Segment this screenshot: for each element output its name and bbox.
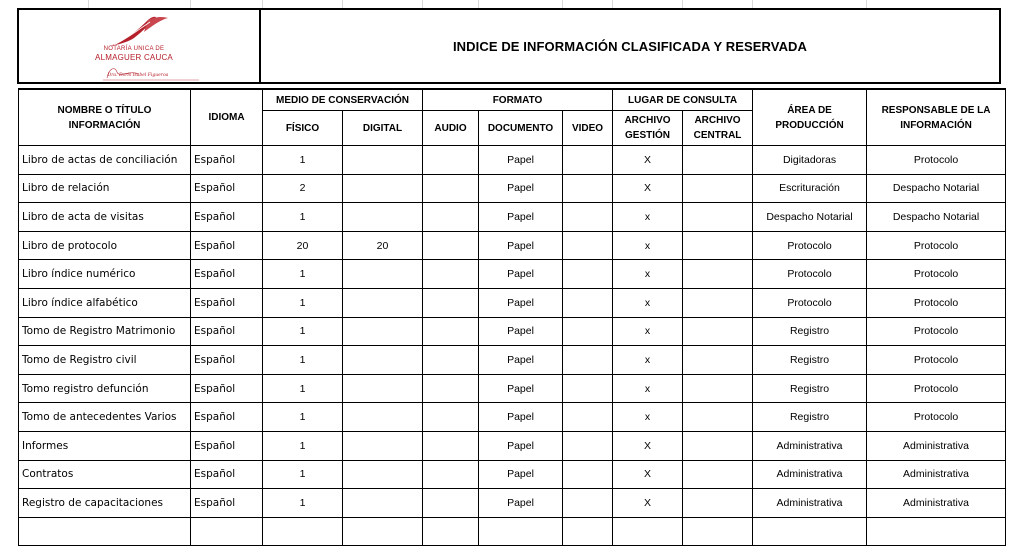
cell-fisico: 1 — [263, 203, 343, 232]
cell-archivo-gestion: X — [613, 489, 683, 518]
cell-area: Registro — [753, 346, 867, 375]
cell-documento: Papel — [479, 460, 563, 489]
cell-video — [563, 403, 613, 432]
cell-idioma: Español — [191, 146, 263, 175]
cell-archivo-central — [683, 489, 753, 518]
header-video: VIDEO — [563, 111, 613, 146]
cell-nombre: Libro índice alfabético — [19, 288, 191, 317]
cell-audio — [423, 203, 479, 232]
cell-idioma — [191, 517, 263, 546]
cell-idioma: Español — [191, 317, 263, 346]
table-row — [19, 517, 1006, 546]
cell-audio — [423, 374, 479, 403]
header-audio: AUDIO — [423, 111, 479, 146]
table-row — [19, 174, 1006, 203]
cell-video — [563, 288, 613, 317]
cell-digital — [343, 203, 423, 232]
header-lugar: LUGAR DE CONSULTA — [613, 89, 753, 111]
cell-archivo-gestion: X — [613, 460, 683, 489]
cell-idioma: Español — [191, 231, 263, 260]
cell-digital: 20 — [343, 231, 423, 260]
cell-documento: Papel — [479, 146, 563, 175]
classified-info-table — [18, 88, 1006, 546]
cell-archivo-central — [683, 431, 753, 460]
header-fisico: FÍSICO — [263, 111, 343, 146]
cell-responsable: Administrativa — [867, 431, 1006, 460]
cell-area: Protocolo — [753, 288, 867, 317]
cell-area: Administrativa — [753, 460, 867, 489]
cell-idioma: Español — [191, 203, 263, 232]
cell-nombre — [19, 517, 191, 546]
cell-archivo-central — [683, 317, 753, 346]
cell-digital — [343, 517, 423, 546]
notary-logo — [19, 10, 261, 82]
cell-audio — [423, 403, 479, 432]
cell-archivo-central — [683, 146, 753, 175]
cell-responsable: Despacho Notarial — [867, 174, 1006, 203]
table-row — [19, 374, 1006, 403]
cell-video — [563, 174, 613, 203]
table-row — [19, 288, 1006, 317]
cell-video — [563, 260, 613, 289]
cell-nombre: Tomo registro defunción — [19, 374, 191, 403]
cell-archivo-central — [683, 403, 753, 432]
table-row — [19, 231, 1006, 260]
logo-text-line2: ALMAGUER CAUCA — [95, 53, 173, 62]
header-digital: DIGITAL — [343, 111, 423, 146]
cell-fisico: 2 — [263, 174, 343, 203]
table-row — [19, 431, 1006, 460]
cell-fisico: 1 — [263, 346, 343, 375]
cell-video — [563, 489, 613, 518]
header-archivo-central: ARCHIVO CENTRAL — [683, 111, 753, 146]
cell-documento: Papel — [479, 346, 563, 375]
cell-documento: Papel — [479, 431, 563, 460]
cell-idioma: Español — [191, 260, 263, 289]
cell-digital — [343, 403, 423, 432]
header-responsable: RESPONSABLE DE LA INFORMACIÓN — [867, 89, 1006, 146]
table-row — [19, 346, 1006, 375]
cell-video — [563, 346, 613, 375]
cell-idioma: Español — [191, 374, 263, 403]
cell-archivo-central — [683, 288, 753, 317]
page-title: INDICE DE INFORMACIÓN CLASIFICADA Y RESERVADA — [452, 38, 808, 54]
cell-archivo-central — [683, 460, 753, 489]
table-row — [19, 460, 1006, 489]
cell-idioma: Español — [191, 403, 263, 432]
cell-fisico: 1 — [263, 460, 343, 489]
cell-archivo-gestion: x — [613, 288, 683, 317]
cell-documento — [479, 517, 563, 546]
cell-idioma: Español — [191, 460, 263, 489]
cell-documento: Papel — [479, 174, 563, 203]
cell-video — [563, 374, 613, 403]
cell-audio — [423, 317, 479, 346]
cell-responsable: Protocolo — [867, 346, 1006, 375]
cell-digital — [343, 146, 423, 175]
cell-archivo-gestion: x — [613, 346, 683, 375]
cell-audio — [423, 517, 479, 546]
title-box — [17, 8, 1001, 84]
cell-idioma: Español — [191, 288, 263, 317]
cell-archivo-gestion: x — [613, 317, 683, 346]
cell-idioma: Español — [191, 174, 263, 203]
cell-nombre: Libro de protocolo — [19, 231, 191, 260]
cell-documento: Papel — [479, 317, 563, 346]
cell-fisico: 1 — [263, 288, 343, 317]
cell-archivo-central — [683, 517, 753, 546]
cell-archivo-central — [683, 374, 753, 403]
quill-icon — [104, 16, 174, 48]
cell-audio — [423, 460, 479, 489]
cell-nombre: Registro de capacitaciones — [19, 489, 191, 518]
cell-video — [563, 146, 613, 175]
cell-digital — [343, 288, 423, 317]
spreadsheet-gridlines — [0, 0, 1024, 8]
cell-archivo-gestion: X — [613, 431, 683, 460]
cell-digital — [343, 317, 423, 346]
cell-audio — [423, 174, 479, 203]
cell-archivo-gestion: x — [613, 231, 683, 260]
cell-nombre: Libro índice numérico — [19, 260, 191, 289]
cell-video — [563, 203, 613, 232]
logo-signature-text: Dra. Doris Isabel Figueroa — [107, 73, 169, 78]
cell-responsable: Despacho Notarial — [867, 203, 1006, 232]
cell-responsable: Protocolo — [867, 374, 1006, 403]
cell-archivo-gestion: X — [613, 174, 683, 203]
cell-area: Protocolo — [753, 231, 867, 260]
cell-archivo-central — [683, 203, 753, 232]
cell-archivo-central — [683, 231, 753, 260]
cell-nombre: Tomo de antecedentes Varios — [19, 403, 191, 432]
cell-digital — [343, 346, 423, 375]
cell-idioma: Español — [191, 489, 263, 518]
table-row — [19, 203, 1006, 232]
cell-nombre: Tomo de Registro civil — [19, 346, 191, 375]
cell-fisico: 1 — [263, 431, 343, 460]
table-row — [19, 317, 1006, 346]
cell-archivo-gestion: x — [613, 403, 683, 432]
cell-audio — [423, 231, 479, 260]
cell-digital — [343, 174, 423, 203]
cell-digital — [343, 489, 423, 518]
title-cell — [261, 10, 999, 82]
cell-archivo-central — [683, 260, 753, 289]
cell-audio — [423, 431, 479, 460]
cell-documento: Papel — [479, 203, 563, 232]
cell-video — [563, 517, 613, 546]
cell-documento: Papel — [479, 288, 563, 317]
cell-area: Registro — [753, 403, 867, 432]
cell-area: Protocolo — [753, 260, 867, 289]
cell-fisico: 1 — [263, 374, 343, 403]
header-medio: MEDIO DE CONSERVACIÓN — [263, 89, 423, 111]
cell-documento: Papel — [479, 260, 563, 289]
cell-archivo-gestion — [613, 517, 683, 546]
cell-video — [563, 231, 613, 260]
cell-nombre: Informes — [19, 431, 191, 460]
cell-digital — [343, 260, 423, 289]
cell-area: Administrativa — [753, 431, 867, 460]
header-nombre: NOMBRE O TÍTULO INFORMACIÓN — [19, 89, 191, 146]
cell-video — [563, 460, 613, 489]
cell-documento: Papel — [479, 403, 563, 432]
cell-audio — [423, 489, 479, 518]
cell-archivo-gestion: x — [613, 203, 683, 232]
cell-nombre: Libro de acta de visitas — [19, 203, 191, 232]
header-idioma: IDIOMA — [191, 89, 263, 146]
cell-documento: Papel — [479, 374, 563, 403]
cell-area: Escrituración — [753, 174, 867, 203]
cell-area: Despacho Notarial — [753, 203, 867, 232]
cell-responsable — [867, 517, 1006, 546]
cell-audio — [423, 260, 479, 289]
header-area: ÁREA DE PRODUCCIÓN — [753, 89, 867, 146]
table-row — [19, 403, 1006, 432]
cell-fisico: 1 — [263, 489, 343, 518]
header-archivo-gestion: ARCHIVO GESTIÓN — [613, 111, 683, 146]
table-row — [19, 489, 1006, 518]
header-formato: FORMATO — [423, 89, 613, 111]
cell-responsable: Protocolo — [867, 260, 1006, 289]
cell-fisico: 1 — [263, 317, 343, 346]
cell-digital — [343, 460, 423, 489]
cell-area: Registro — [753, 317, 867, 346]
cell-video — [563, 317, 613, 346]
cell-digital — [343, 431, 423, 460]
cell-nombre: Libro de actas de conciliación — [19, 146, 191, 175]
cell-documento: Papel — [479, 231, 563, 260]
cell-archivo-gestion: x — [613, 374, 683, 403]
cell-audio — [423, 146, 479, 175]
cell-nombre: Libro de relación — [19, 174, 191, 203]
cell-archivo-central — [683, 346, 753, 375]
cell-nombre: Contratos — [19, 460, 191, 489]
table-row — [19, 260, 1006, 289]
cell-responsable: Administrativa — [867, 460, 1006, 489]
cell-fisico — [263, 517, 343, 546]
cell-audio — [423, 346, 479, 375]
cell-area — [753, 517, 867, 546]
cell-responsable: Protocolo — [867, 288, 1006, 317]
table-row — [19, 146, 1006, 175]
cell-responsable: Administrativa — [867, 489, 1006, 518]
cell-responsable: Protocolo — [867, 146, 1006, 175]
cell-archivo-gestion: X — [613, 146, 683, 175]
cell-idioma: Español — [191, 431, 263, 460]
header-documento: DOCUMENTO — [479, 111, 563, 146]
cell-responsable: Protocolo — [867, 403, 1006, 432]
cell-fisico: 1 — [263, 260, 343, 289]
cell-archivo-central — [683, 174, 753, 203]
cell-fisico: 1 — [263, 146, 343, 175]
cell-area: Registro — [753, 374, 867, 403]
cell-audio — [423, 288, 479, 317]
cell-responsable: Protocolo — [867, 231, 1006, 260]
cell-documento: Papel — [479, 489, 563, 518]
cell-video — [563, 431, 613, 460]
cell-idioma: Español — [191, 346, 263, 375]
cell-responsable: Protocolo — [867, 317, 1006, 346]
cell-area: Digitadoras — [753, 146, 867, 175]
cell-digital — [343, 374, 423, 403]
cell-fisico: 20 — [263, 231, 343, 260]
cell-area: Administrativa — [753, 489, 867, 518]
cell-archivo-gestion: x — [613, 260, 683, 289]
logo-text-line1: NOTARÍA UNICA DE — [103, 46, 165, 52]
cell-nombre: Tomo de Registro Matrimonio — [19, 317, 191, 346]
cell-fisico: 1 — [263, 403, 343, 432]
